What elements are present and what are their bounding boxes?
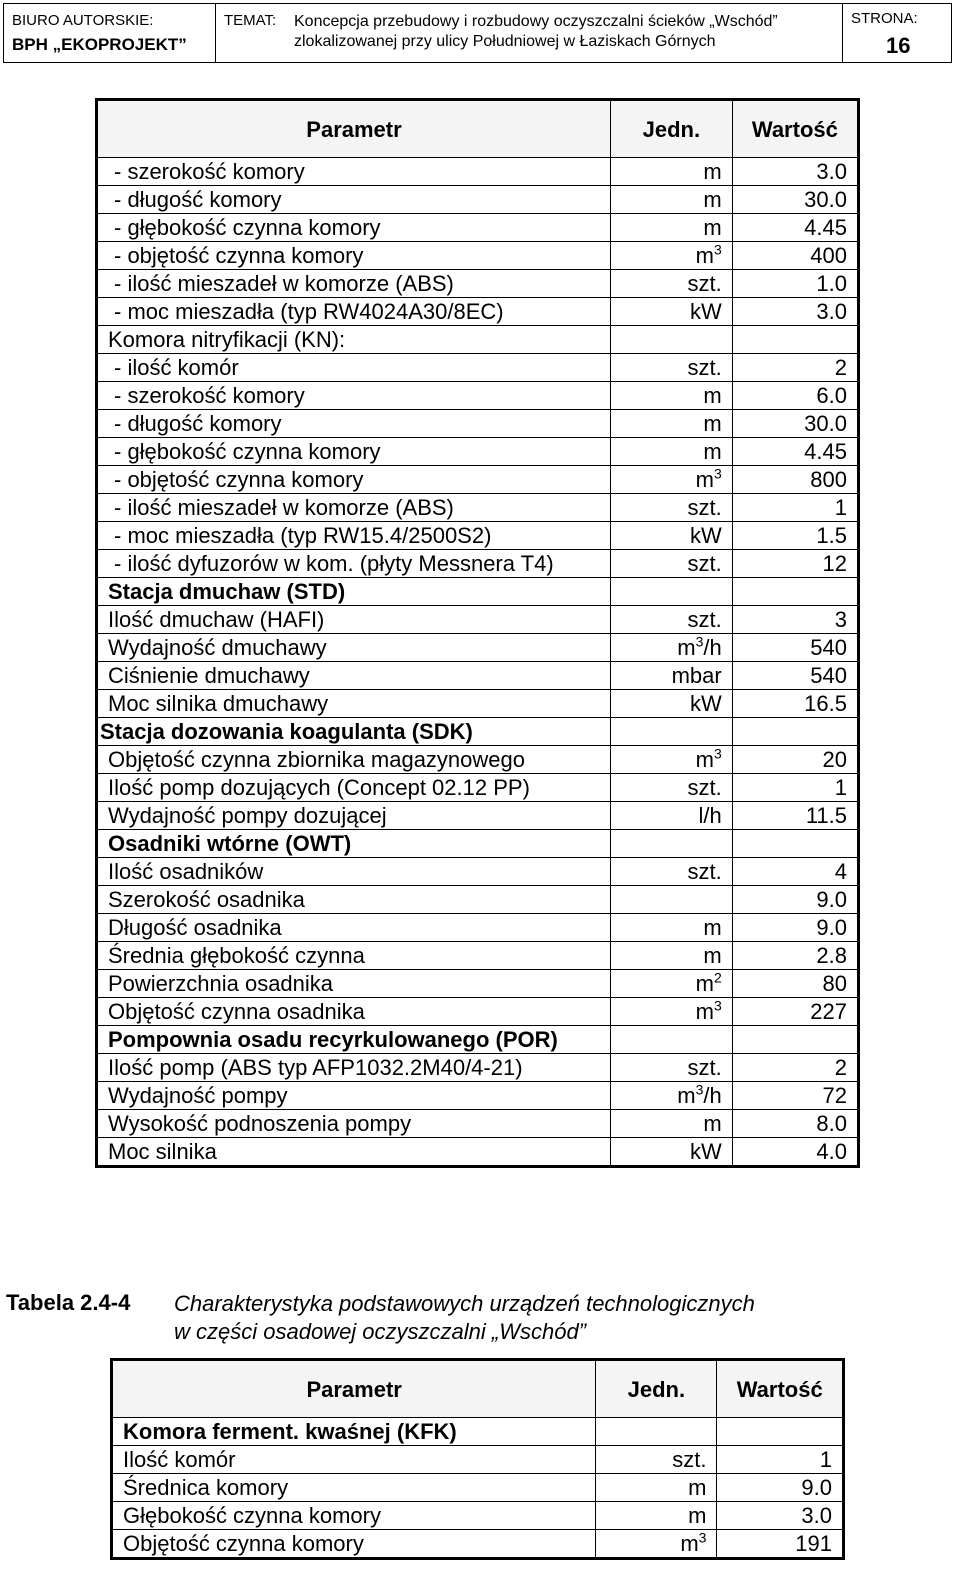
value-cell: 8.0 [732,1110,858,1138]
value-cell: 2 [732,1054,858,1082]
unit-superscript: 3 [695,1081,704,1098]
unit-cell [610,186,732,214]
bureau-name: BPH „EKOPROJEKT” [12,35,187,54]
param-cell: Średnica komory [112,1474,596,1502]
param-cell: - głębokość czynna komory [97,214,611,242]
param-cell: Objętość czynna osadnika [97,998,611,1026]
table-row [97,914,859,942]
param-cell: Objętość czynna zbiornika magazynowego [97,746,611,774]
param-cell: Wydajność pompy dozującej [97,802,611,830]
value-cell: 9.0 [717,1474,844,1502]
bureau-cell [4,4,216,62]
unit-base: szt. [687,775,722,800]
header-parametr: Parametr [97,100,611,158]
unit-suffix: /h [703,1083,722,1108]
table-row [97,942,859,970]
unit-base: m [703,187,722,212]
unit-base: m [703,215,722,240]
caption-text [174,1290,874,1346]
value-cell: 20 [732,746,858,774]
table-row [97,578,859,606]
param-cell: - szerokość komory [97,158,611,186]
page-number: 16 [886,33,911,58]
value-cell: 30.0 [732,410,858,438]
value-cell: 400 [732,242,858,270]
param-cell: Stacja dozowania koagulanta (SDK) [97,718,611,746]
unit-cell [610,578,732,606]
param-cell: Długość osadnika [97,914,611,942]
param-cell: Moc silnika [97,1138,611,1167]
unit-cell [610,1138,732,1167]
param-cell: Ilość pomp (ABS typ AFP1032.2M40/4-21) [97,1054,611,1082]
param-cell: - objętość czynna komory [97,242,611,270]
unit-cell [610,998,732,1026]
param-cell: Ilość osadników [97,858,611,886]
unit-cell [596,1530,717,1559]
unit-base: szt. [687,355,722,380]
parameters-table-2 [110,1358,845,1560]
table-row [97,382,859,410]
param-cell: Wydajność pompy [97,1082,611,1110]
value-cell: 540 [732,634,858,662]
table-row [97,522,859,550]
value-cell: 227 [732,998,858,1026]
unit-superscript: 3 [713,745,722,762]
unit-base: kW [689,523,722,548]
unit-cell [610,1054,732,1082]
unit-superscript: 3 [713,465,722,482]
table-row [112,1418,844,1446]
table-row [97,242,859,270]
param-cell: Szerokość osadnika [97,886,611,914]
param-cell: Objętość czynna komory [112,1530,596,1559]
value-cell [732,718,858,746]
table-row [97,186,859,214]
table-row [97,802,859,830]
unit-cell [610,494,732,522]
value-cell: 1.5 [732,522,858,550]
table-row [97,550,859,578]
unit-cell [610,914,732,942]
unit-base: l/h [698,803,722,828]
table-row [112,1446,844,1474]
table-row [112,1502,844,1530]
value-cell: 72 [732,1082,858,1110]
table-row [97,1138,859,1167]
value-cell: 1 [717,1446,844,1474]
param-cell: - moc mieszadła (typ RW4024A30/8EC) [97,298,611,326]
value-cell: 1 [732,774,858,802]
value-cell: 191 [717,1530,844,1559]
page-label: STRONA: [851,10,918,27]
value-cell: 2.8 [732,942,858,970]
unit-superscript: 3 [698,1529,707,1546]
param-cell: - długość komory [97,410,611,438]
unit-base: szt. [687,495,722,520]
value-cell: 30.0 [732,186,858,214]
table-row [97,774,859,802]
value-cell: 4.0 [732,1138,858,1167]
table-body [97,158,859,1167]
table-row [97,354,859,382]
table-row [97,746,859,774]
header-jedn: Jedn. [596,1360,717,1418]
value-cell [732,578,858,606]
value-cell [717,1418,844,1446]
table-row [97,494,859,522]
unit-base: szt. [672,1447,707,1472]
table-row [97,1026,859,1054]
param-cell: - objętość czynna komory [97,466,611,494]
unit-cell [610,746,732,774]
unit-base: m [703,159,722,184]
param-cell: Głębokość czynna komory [112,1502,596,1530]
table-row [97,298,859,326]
value-cell: 3.0 [717,1502,844,1530]
unit-base: m [703,439,722,464]
param-cell: - głębokość czynna komory [97,438,611,466]
header-wartosc: Wartość [717,1360,844,1418]
unit-cell [610,354,732,382]
value-cell: 540 [732,662,858,690]
topic-label: TEMAT: [224,12,277,29]
unit-cell [610,242,732,270]
unit-cell [610,382,732,410]
unit-base: szt. [687,1055,722,1080]
caption-line-1: Charakterystyka podstawowych urządzeń technologicznych [174,1291,755,1316]
unit-base: szt. [687,271,722,296]
unit-cell [610,1026,732,1054]
unit-cell [610,942,732,970]
unit-cell [610,298,732,326]
unit-base: m [695,467,714,492]
unit-cell [610,606,732,634]
table-row [97,634,859,662]
unit-base: m [688,1503,707,1528]
page-cell [843,4,951,62]
topic-line-2: zlokalizowanej przy ulicy Południowej w Łaziskach Górnych [294,33,716,50]
unit-cell [610,326,732,354]
unit-cell [610,634,732,662]
param-cell: Pompownia osadu recyrkulowanego (POR) [97,1026,611,1054]
unit-base: m [695,971,714,996]
unit-cell [596,1502,717,1530]
unit-base: kW [689,1139,722,1164]
param-cell: - ilość mieszadeł w komorze (ABS) [97,270,611,298]
param-cell: Ilość pomp dozujących (Concept 02.12 PP) [97,774,611,802]
table-header-row [97,100,859,158]
unit-cell [610,466,732,494]
table-row [97,998,859,1026]
unit-cell [610,662,732,690]
topic-text [294,12,778,62]
param-cell: Komora nitryfikacji (KN): [97,326,611,354]
param-cell: - ilość mieszadeł w komorze (ABS) [97,494,611,522]
value-cell: 3.0 [732,158,858,186]
unit-base: kW [689,691,722,716]
unit-base: m [703,411,722,436]
value-cell: 1 [732,494,858,522]
unit-base: m [703,915,722,940]
unit-cell [610,1082,732,1110]
param-cell: - ilość dyfuzorów w kom. (płyty Messnera T4) [97,550,611,578]
param-cell: Ilość komór [112,1446,596,1474]
unit-base: m [703,383,722,408]
unit-cell [610,410,732,438]
param-cell: Średnia głębokość czynna [97,942,611,970]
header-parametr: Parametr [112,1360,596,1418]
param-cell: Wysokość podnoszenia pompy [97,1110,611,1138]
value-cell: 3.0 [732,298,858,326]
unit-cell [610,158,732,186]
param-cell: Ciśnienie dmuchawy [97,662,611,690]
value-cell: 12 [732,550,858,578]
table-row [97,690,859,718]
table-header-row [112,1360,844,1418]
param-cell: Stacja dmuchaw (STD) [97,578,611,606]
unit-base: szt. [687,607,722,632]
unit-cell [596,1418,717,1446]
unit-cell [610,214,732,242]
value-cell: 4 [732,858,858,886]
table-row [97,1054,859,1082]
unit-base: m [695,243,714,268]
table-row [97,438,859,466]
value-cell: 4.45 [732,438,858,466]
unit-cell [610,858,732,886]
value-cell: 80 [732,970,858,998]
topic-line-1: Koncepcja przebudowy i rozbudowy oczyszczalni ścieków „Wschód” [294,13,778,30]
param-cell: - ilość komór [97,354,611,382]
value-cell: 2 [732,354,858,382]
unit-cell [610,522,732,550]
table-row [97,158,859,186]
unit-cell [610,550,732,578]
table-row [97,830,859,858]
unit-cell [610,438,732,466]
value-cell: 6.0 [732,382,858,410]
table-row [97,410,859,438]
value-cell: 800 [732,466,858,494]
unit-suffix: /h [703,635,722,660]
value-cell: 4.45 [732,214,858,242]
value-cell: 9.0 [732,914,858,942]
table-row [97,858,859,886]
value-cell: 9.0 [732,886,858,914]
unit-base: m [688,1475,707,1500]
unit-cell [610,270,732,298]
param-cell: Powierzchnia osadnika [97,970,611,998]
unit-superscript: 3 [695,633,704,650]
value-cell: 1.0 [732,270,858,298]
param-cell: Komora ferment. kwaśnej (KFK) [112,1418,596,1446]
table-row [97,606,859,634]
table-row [97,326,859,354]
param-cell: - szerokość komory [97,382,611,410]
unit-base: mbar [671,663,722,688]
table-row [97,466,859,494]
caption-line-2: w części osadowej oczyszczalni „Wschód” [174,1319,587,1344]
param-cell: Moc silnika dmuchawy [97,690,611,718]
table-row [112,1474,844,1502]
unit-cell [610,1110,732,1138]
table-row [97,886,859,914]
unit-cell [610,802,732,830]
unit-base: m [695,747,714,772]
unit-cell [610,970,732,998]
header-wartosc: Wartość [732,100,858,158]
value-cell: 16.5 [732,690,858,718]
table-row [97,1110,859,1138]
parameters-table-1 [95,98,860,1168]
page-header [3,3,952,63]
unit-superscript: 3 [713,997,722,1014]
unit-superscript: 3 [713,241,722,258]
param-cell: Wydajność dmuchawy [97,634,611,662]
unit-cell [596,1474,717,1502]
unit-base: szt. [687,551,722,576]
unit-base: m [695,999,714,1024]
unit-base: m [677,1083,696,1108]
caption-number: Tabela 2.4-4 [6,1290,131,1315]
unit-superscript: 2 [713,969,722,986]
value-cell: 3 [732,606,858,634]
table-row [97,214,859,242]
unit-base: m [703,943,722,968]
header-jedn: Jedn. [610,100,732,158]
unit-cell [610,886,732,914]
unit-cell [610,774,732,802]
unit-cell [596,1446,717,1474]
bureau-label: BIURO AUTORSKIE: [12,12,154,29]
param-cell: Osadniki wtórne (OWT) [97,830,611,858]
topic-cell [216,4,843,62]
table-row [97,970,859,998]
unit-base: szt. [687,859,722,884]
unit-base: kW [689,299,722,324]
value-cell [732,1026,858,1054]
value-cell [732,326,858,354]
table-body [112,1418,844,1559]
unit-base: m [680,1531,699,1556]
unit-cell [610,830,732,858]
table-row [97,662,859,690]
unit-cell [610,718,732,746]
value-cell [732,830,858,858]
value-cell: 11.5 [732,802,858,830]
unit-cell [610,690,732,718]
unit-base: m [703,1111,722,1136]
table-row [97,718,859,746]
param-cell: Ilość dmuchaw (HAFI) [97,606,611,634]
table-row [112,1530,844,1559]
unit-base: m [677,635,696,660]
param-cell: - moc mieszadła (typ RW15.4/2500S2) [97,522,611,550]
param-cell: - długość komory [97,186,611,214]
table-row [97,270,859,298]
table-row [97,1082,859,1110]
